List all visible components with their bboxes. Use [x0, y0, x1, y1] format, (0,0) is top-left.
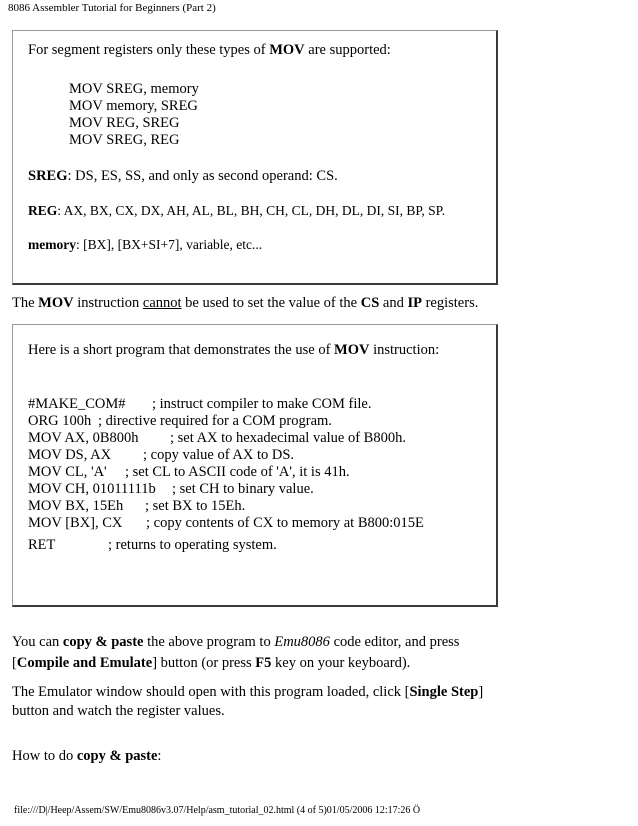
- copy-paste-paragraph-line1: You can copy & paste the above program to Emu8086 code editor, and press: [12, 634, 460, 650]
- code-line-instruction: RET: [28, 537, 56, 553]
- code-line-instruction: ORG 100h: [28, 413, 92, 429]
- code-line-instruction: MOV CL, 'A': [28, 464, 107, 480]
- mov-form-line: MOV REG, SREG: [69, 115, 180, 131]
- code-line-comment: ; set BX to 15Eh.: [145, 498, 246, 514]
- code-line-comment: ; set AX to hexadecimal value of B800h.: [170, 430, 406, 446]
- code-line-comment: ; copy contents of CX to memory at B800:015E: [146, 515, 424, 531]
- copy-paste-paragraph-line2: [Compile and Emulate] button (or press F5 key on your keyboard).: [12, 655, 411, 671]
- page-header: 8086 Assembler Tutorial for Beginners (Part 2): [8, 2, 216, 14]
- page-footer-url: file:///D|/Heep/Assem/SW/Emu8086v3.07/Help/asm_tutorial_02.html (4 of 5)01/05/2006 12:17:26 Ö: [14, 805, 421, 816]
- code-line-comment: ; set CL to ASCII code of 'A', it is 41h.: [125, 464, 350, 480]
- mov-form-line: MOV SREG, memory: [69, 81, 199, 97]
- reg-definition: REG: AX, BX, CX, DX, AH, AL, BL, BH, CH, CL, DH, DL, DI, SI, BP, SP.: [28, 203, 446, 218]
- sreg-definition: SREG: DS, ES, SS, and only as second operand: CS.: [28, 168, 338, 184]
- sample-program-intro: Here is a short program that demonstrates the use of MOV instruction:: [28, 342, 440, 358]
- code-line-instruction: MOV [BX], CX: [28, 515, 123, 531]
- code-line-instruction: MOV BX, 15Eh: [28, 498, 124, 514]
- code-line-comment: ; returns to operating system.: [108, 537, 277, 553]
- mov-form-line: MOV SREG, REG: [69, 132, 180, 148]
- code-line-comment: ; set CH to binary value.: [172, 481, 314, 497]
- mov-restriction-note: The MOV instruction cannot be used to set the value of the CS and IP registers.: [12, 295, 479, 311]
- emulator-paragraph-line1: The Emulator window should open with this program loaded, click [Single Step]: [12, 684, 484, 700]
- code-line-instruction: #MAKE_COM#: [28, 396, 126, 412]
- code-line-instruction: MOV DS, AX: [28, 447, 112, 463]
- code-line-comment: ; instruct compiler to make COM file.: [152, 396, 372, 412]
- code-line-comment: ; directive required for a COM program.: [98, 413, 332, 429]
- how-to-copy-paste-heading: How to do copy & paste:: [12, 748, 162, 764]
- code-line-instruction: MOV CH, 01011111b: [28, 481, 156, 497]
- segment-mov-intro: For segment registers only these types of MOV are supported:: [28, 42, 391, 58]
- code-line-instruction: MOV AX, 0B800h: [28, 430, 139, 446]
- emulator-paragraph-line2: button and watch the register values.: [12, 703, 225, 719]
- mov-form-line: MOV memory, SREG: [69, 98, 198, 114]
- memory-definition: memory: [BX], [BX+SI+7], variable, etc...: [28, 237, 263, 252]
- code-line-comment: ; copy value of AX to DS.: [143, 447, 295, 463]
